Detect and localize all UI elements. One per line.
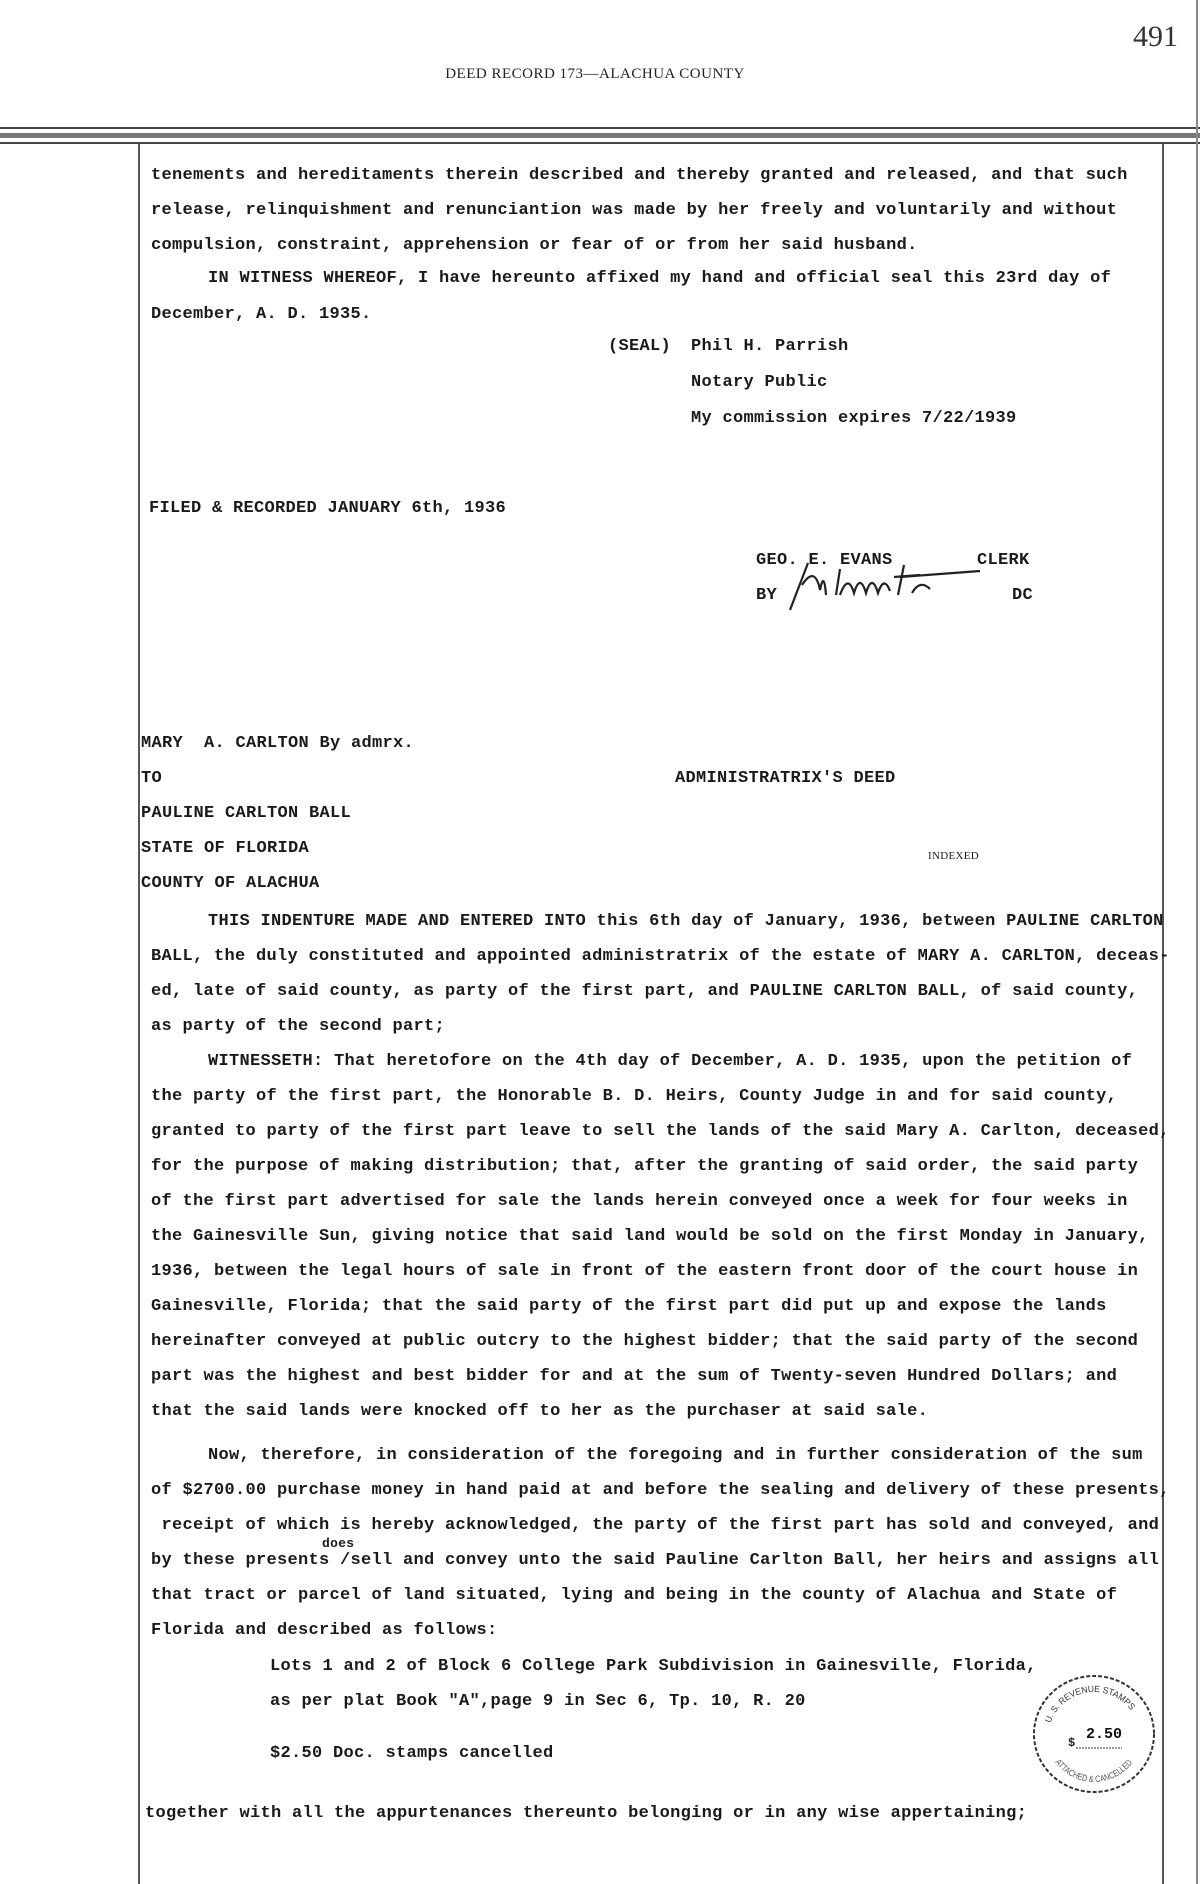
- text-line: My commission expires 7/22/1939: [691, 409, 1017, 428]
- text-line: Gainesville, Florida; that the said party of the first part did put up and expose the lands: [151, 1297, 1107, 1316]
- page-number: 491: [1133, 20, 1178, 53]
- indexed-stamp: INDEXED: [928, 850, 979, 862]
- text-line: MARY A. CARLTON By admrx.: [141, 734, 415, 753]
- header-rule-bottom: [0, 142, 1200, 144]
- text-line: hereinafter conveyed at public outcry to the highest bidder; that the said party of the second: [151, 1332, 1139, 1351]
- text-line: Notary Public: [691, 373, 828, 392]
- clerk-by: BY: [756, 586, 778, 605]
- right-margin-line: [1162, 144, 1164, 1884]
- stamp-bottom-text: ATTACHED & CANCELLED: [1053, 1756, 1135, 1785]
- text-line: Florida and described as follows:: [151, 1621, 498, 1640]
- text-line: December, A. D. 1935.: [151, 305, 372, 324]
- text-line: for the purpose of making distribution; that, after the granting of said order, the said party: [151, 1157, 1139, 1176]
- interlineation-does: does: [322, 1536, 355, 1551]
- stamp-amount: 2.50: [1086, 1726, 1123, 1743]
- revenue-stamp-seal: [1030, 1672, 1158, 1796]
- closing-clause: together with all the appurtenances thereunto belonging or in any wise appertaining;: [145, 1804, 1028, 1823]
- header-rule-middle: [0, 133, 1200, 138]
- text-line: of $2700.00 purchase money in hand paid at and before the sealing and delivery of these presents,: [151, 1481, 1170, 1500]
- text-line: Phil H. Parrish: [691, 337, 849, 356]
- text-line: ed, late of said county, as party of the first part, and PAULINE CARLTON BALL, of said county,: [151, 982, 1139, 1001]
- text-line: of the first part advertised for sale the lands herein conveyed once a week for four weeks in: [151, 1192, 1128, 1211]
- doc-stamps-note: $2.50 Doc. stamps cancelled: [270, 1744, 554, 1763]
- text-line: tenements and hereditaments therein described and thereby granted and released, and that such: [151, 166, 1128, 185]
- text-line: granted to party of the first part leave to sell the lands of the said Mary A. Carlton, deceased,: [151, 1122, 1170, 1141]
- notary-seal-label: (SEAL): [608, 337, 672, 356]
- text-line: COUNTY OF ALACHUA: [141, 874, 320, 893]
- page-header: DEED RECORD 173—ALACHUA COUNTY: [445, 66, 745, 82]
- text-line: THIS INDENTURE MADE AND ENTERED INTO this 6th day of January, 1936, between PAULINE CARLTON: [208, 912, 1164, 931]
- text-line: the party of the first part, the Honorable B. D. Heirs, County Judge in and for said county,: [151, 1087, 1118, 1106]
- text-line: receipt of which is hereby acknowledged, the party of the first part has sold and conveyed, and: [151, 1516, 1160, 1535]
- page-edge-line: [1196, 0, 1198, 1884]
- text-line: as per plat Book "A",page 9 in Sec 6, Tp. 10, R. 20: [270, 1692, 806, 1711]
- clerk-signature: [780, 555, 980, 615]
- text-line: STATE OF FLORIDA: [141, 839, 310, 858]
- deed-title: ADMINISTRATRIX'S DEED: [675, 769, 896, 788]
- text-line: PAULINE CARLTON BALL: [141, 804, 352, 823]
- text-line: part was the highest and best bidder for and at the sum of Twenty-seven Hundred Dollars; and: [151, 1367, 1118, 1386]
- text-line: TO: [141, 769, 163, 788]
- stamp-dollar: $: [1068, 1736, 1076, 1750]
- text-line: the Gainesville Sun, giving notice that said land would be sold on the first Monday in January,: [151, 1227, 1149, 1246]
- text-line: as party of the second part;: [151, 1017, 446, 1036]
- text-line: that the said lands were knocked off to her as the purchaser at said sale.: [151, 1402, 929, 1421]
- filed-recorded: FILED & RECORDED JANUARY 6th, 1936: [149, 499, 507, 518]
- text-line: Lots 1 and 2 of Block 6 College Park Subdivision in Gainesville, Florida,: [270, 1657, 1037, 1676]
- text-line: IN WITNESS WHEREOF, I have hereunto affixed my hand and official seal this 23rd day of: [208, 269, 1112, 288]
- header-rule-top: [0, 127, 1200, 129]
- text-line: compulsion, constraint, apprehension or fear of or from her said husband.: [151, 236, 918, 255]
- text-line: WITNESSETH: That heretofore on the 4th day of December, A. D. 1935, upon the petition of: [208, 1052, 1133, 1071]
- text-line: that tract or parcel of land situated, lying and being in the county of Alachua and State of: [151, 1586, 1118, 1605]
- text-line: BALL, the duly constituted and appointed administratrix of the estate of MARY A. CARLTON, deceas-: [151, 947, 1170, 966]
- deputy-clerk: DC: [1012, 586, 1034, 605]
- clerk-title: CLERK: [977, 551, 1030, 570]
- text-line: by these presents /sell and convey unto the said Pauline Carlton Ball, her heirs and assigns all: [151, 1551, 1160, 1570]
- text-line: release, relinquishment and renunciantion was made by her freely and voluntarily and without: [151, 201, 1118, 220]
- text-line: 1936, between the legal hours of sale in front of the eastern front door of the court house in: [151, 1262, 1139, 1281]
- stamp-top-text: U. S. REVENUE STAMPS: [1042, 1683, 1138, 1724]
- left-margin-line: [138, 144, 140, 1884]
- clerk-name: GEO. E. EVANS: [756, 551, 893, 570]
- text-line: Now, therefore, in consideration of the foregoing and in further consideration of the sum: [208, 1446, 1143, 1465]
